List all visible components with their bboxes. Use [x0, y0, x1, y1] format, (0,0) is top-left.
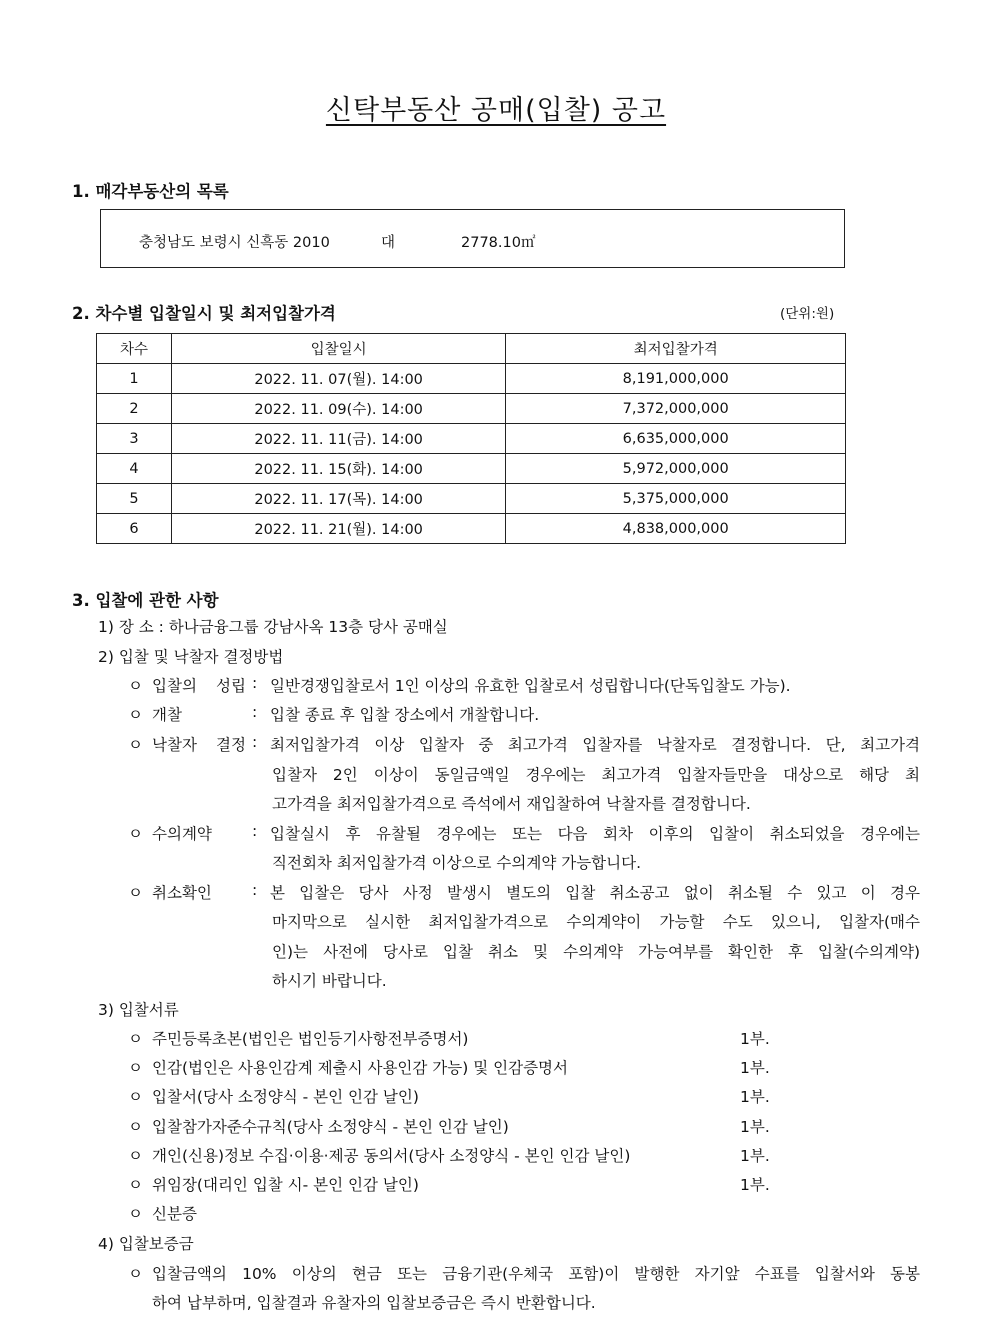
method-text: 마지막으로 실시한 최저입찰가격으로 수의계약이 가능할 수도 있으니, 입찰자(매수 [272, 913, 920, 931]
method-text: 본 입찰은 당사 사정 발생시 별도의 입찰 취소공고 없이 취소될 수 있고 이 경우 [270, 884, 920, 902]
datetime-cell: 2022. 11. 17(목). 14:00 [171, 484, 506, 514]
bullet-icon: ㅇ [128, 1265, 143, 1283]
deposit-text: 입찰금액의 10% 이상의 현금 또는 금융기관(우체국 포함)이 발행한 자기앞 수표를 입찰서와 동봉 [152, 1265, 920, 1283]
bullet-icon: ㅇ [128, 1059, 143, 1077]
method-text: 일반경쟁입찰로서 1인 이상의 유효한 입찰로서 성립합니다(단독입찰도 가능). [270, 677, 791, 695]
document-count: 1부. [740, 1030, 770, 1048]
method-label: 낙찰자 결정 [152, 736, 246, 754]
method-colon: : [252, 703, 258, 721]
method-text: 입찰자 2인 이상이 동일금액일 경우에는 최고가격 입찰자들만을 대상으로 해당 최 [272, 766, 920, 784]
table-row [97, 454, 846, 484]
bullet-icon: ㅇ [128, 825, 143, 843]
section1-heading: 1. 매각부동산의 목록 [72, 182, 229, 201]
document-count: 1부. [740, 1176, 770, 1194]
deposit-text: 하여 납부하며, 입찰결과 유찰자의 입찰보증금은 즉시 반환합니다. [152, 1294, 596, 1312]
property-address: 충청남도 보령시 신흑동 2010 [139, 235, 330, 251]
property-area: 2778.10㎡ [461, 235, 536, 251]
bullet-icon: ㅇ [128, 1205, 143, 1223]
column-header: 차수 [97, 334, 172, 364]
price-cell: 5,375,000,000 [506, 484, 846, 514]
bullet-icon: ㅇ [128, 1176, 143, 1194]
method-colon: : [252, 881, 258, 899]
page-title: 신탁부동산 공매(입찰) 공고 [325, 95, 667, 126]
document-name: 입찰서(당사 소정양식 - 본인 인감 날인) [152, 1088, 419, 1106]
table-header-row [97, 334, 846, 364]
bullet-icon: ㅇ [128, 736, 143, 754]
document-count: 1부. [740, 1147, 770, 1165]
price-cell: 8,191,000,000 [506, 364, 846, 394]
method-text: 고가격을 최저입찰가격으로 즉석에서 재입찰하여 낙찰자를 결정합니다. [272, 795, 751, 813]
document-name: 위임장(대리인 입찰 시- 본인 인감 날인) [152, 1176, 419, 1194]
table-row [97, 364, 846, 394]
method-text: 최저입찰가격 이상 입찰자 중 최고가격 입찰자를 낙찰자로 결정합니다. 단, 최고가격 [270, 736, 920, 754]
unit-label: (단위:원) [780, 306, 835, 322]
method-heading: 2) 입찰 및 낙찰자 결정방법 [98, 648, 284, 666]
datetime-cell: 2022. 11. 11(금). 14:00 [171, 424, 506, 454]
method-text: 입찰실시 후 유찰될 경우에는 또는 다음 회차 이후의 입찰이 취소되었을 경우에는 [270, 825, 920, 843]
price-cell: 5,972,000,000 [506, 454, 846, 484]
document-count: 1부. [740, 1088, 770, 1106]
bullet-icon: ㅇ [128, 706, 143, 724]
method-label: 취소확인 [152, 884, 212, 902]
documents-heading: 3) 입찰서류 [98, 1001, 179, 1019]
price-cell: 7,372,000,000 [506, 394, 846, 424]
method-text: 하시기 바랍니다. [272, 972, 387, 990]
method-text: 직전회차 최저입찰가격 이상으로 수의계약 가능합니다. [272, 854, 642, 872]
method-text: 입찰 종료 후 입찰 장소에서 개찰합니다. [270, 706, 540, 724]
document-name: 개인(신용)정보 수집·이용·제공 동의서(당사 소정양식 - 본인 인감 날인) [152, 1147, 631, 1165]
round-cell: 6 [97, 514, 172, 544]
method-label: 입찰의 성립 [152, 677, 246, 695]
round-cell: 3 [97, 424, 172, 454]
method-label: 수의계약 [152, 825, 212, 843]
document-name: 신분증 [152, 1205, 197, 1223]
method-colon: : [252, 674, 258, 692]
price-cell: 4,838,000,000 [506, 514, 846, 544]
round-cell: 4 [97, 454, 172, 484]
datetime-cell: 2022. 11. 09(수). 14:00 [171, 394, 506, 424]
table-row [97, 424, 846, 454]
bullet-icon: ㅇ [128, 1118, 143, 1136]
column-header: 입찰일시 [171, 334, 506, 364]
bullet-icon: ㅇ [128, 1088, 143, 1106]
bullet-icon: ㅇ [128, 677, 143, 695]
price-cell: 6,635,000,000 [506, 424, 846, 454]
bid-place: 1) 장 소 : 하나금융그룹 강남사옥 13층 당사 공매실 [98, 618, 448, 636]
bullet-icon: ㅇ [128, 1147, 143, 1165]
property-list-box [100, 209, 845, 268]
deposit-heading: 4) 입찰보증금 [98, 1235, 194, 1253]
document-name: 주민등록초본(법인은 법인등기사항전부증명서) [152, 1030, 469, 1048]
column-header: 최저입찰가격 [506, 334, 846, 364]
table-row [97, 514, 846, 544]
bullet-icon: ㅇ [128, 1030, 143, 1048]
document-name: 입찰참가자준수규칙(당사 소정양식 - 본인 인감 날인) [152, 1118, 509, 1136]
property-category: 대 [381, 235, 396, 251]
method-colon: : [252, 822, 258, 840]
datetime-cell: 2022. 11. 07(월). 14:00 [171, 364, 506, 394]
datetime-cell: 2022. 11. 15(화). 14:00 [171, 454, 506, 484]
method-label: 개찰 [152, 706, 182, 724]
table-row [97, 484, 846, 514]
section3-heading: 3. 입찰에 관한 사항 [72, 591, 219, 610]
bullet-icon: ㅇ [128, 884, 143, 902]
document-count: 1부. [740, 1118, 770, 1136]
bid-schedule-table [96, 333, 846, 544]
datetime-cell: 2022. 11. 21(월). 14:00 [171, 514, 506, 544]
method-text: 인)는 사전에 당사로 입찰 취소 및 수의계약 가능여부를 확인한 후 입찰(수의계약) [272, 943, 920, 961]
section2-heading: 2. 차수별 입찰일시 및 최저입찰가격 [72, 304, 336, 323]
method-colon: : [252, 733, 258, 751]
round-cell: 2 [97, 394, 172, 424]
table-row [97, 394, 846, 424]
round-cell: 5 [97, 484, 172, 514]
document-name: 인감(법인은 사용인감계 제출시 사용인감 가능) 및 인감증명서 [152, 1059, 568, 1077]
document-count: 1부. [740, 1059, 770, 1077]
round-cell: 1 [97, 364, 172, 394]
